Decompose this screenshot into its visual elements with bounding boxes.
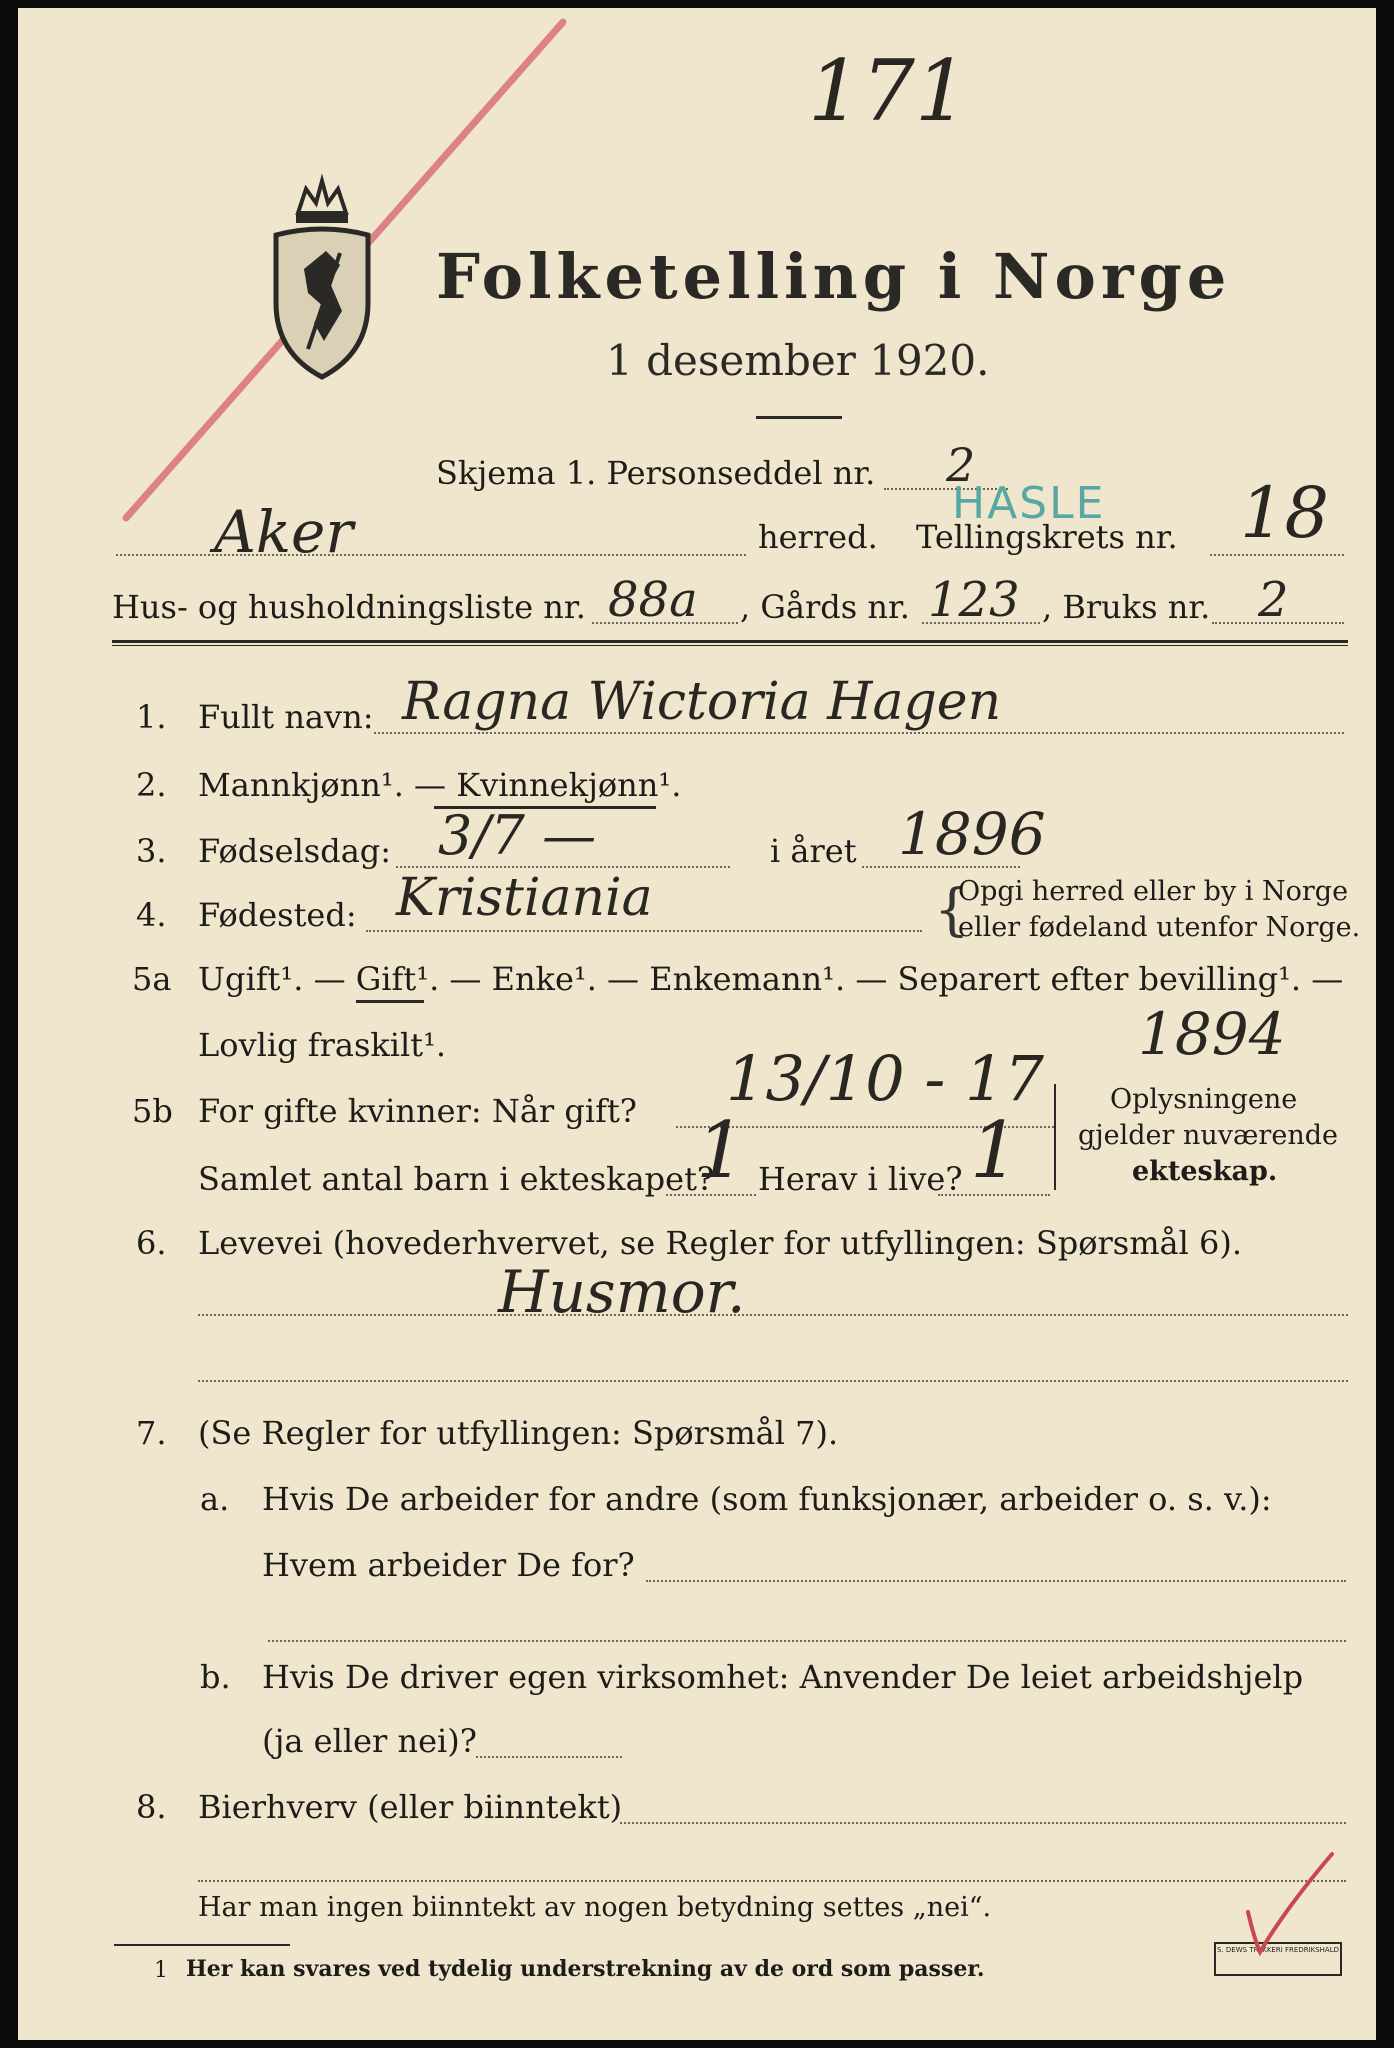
q5b-alive: 1 — [970, 1106, 1020, 1196]
q1-label: Fullt navn: — [198, 698, 374, 736]
q4-note-2: eller fødeland utenfor Norge. — [958, 912, 1361, 943]
gards-value: 123 — [928, 572, 1020, 628]
bruks-label: , Bruks nr. — [1042, 588, 1211, 626]
q7a-dots-1 — [646, 1580, 1346, 1582]
q8-dots-2 — [198, 1880, 1346, 1882]
q7b-line-2: (ja eller nei)? — [262, 1722, 477, 1760]
q5a-line-2: Lovlig fraskilt¹. — [198, 1026, 447, 1064]
herred-dots — [116, 554, 746, 556]
q4-value: Kristiania — [396, 868, 653, 928]
gards-label: , Gårds nr. — [740, 588, 910, 626]
q8-label: Bierhverv (eller biinntekt) — [198, 1788, 623, 1826]
q5b-note-3: ekteskap. — [1132, 1156, 1278, 1187]
q7b-dots — [476, 1756, 622, 1758]
q1-value: Ragna Wictoria Hagen — [402, 672, 1002, 732]
form-number: 171 — [808, 42, 969, 140]
q3-number: 3. — [136, 832, 167, 870]
census-form — [18, 8, 1376, 2040]
q4-label: Fødested: — [198, 896, 357, 934]
q7a-dots-2 — [268, 1640, 1346, 1642]
footnote-rule — [114, 1944, 290, 1946]
title-divider — [756, 416, 842, 419]
q5b-bracket — [1054, 1084, 1056, 1190]
q3-label: Fødselsdag: — [198, 832, 392, 870]
schema-label: Skjema 1. Personseddel nr. — [436, 454, 876, 492]
q5b-note-2: gjelder nuværende — [1078, 1120, 1338, 1151]
q6-dots-1 — [198, 1314, 1348, 1316]
krets-dots — [1210, 554, 1344, 556]
q7a-letter: a. — [200, 1480, 230, 1518]
q7-number: 7. — [136, 1414, 167, 1452]
q5b-label: For gifte kvinner: Når gift? — [198, 1092, 637, 1130]
q7a-line-2: Hvem arbeider De for? — [262, 1546, 635, 1584]
q5a-gift-underline — [356, 1000, 424, 1003]
q6-number: 6. — [136, 1224, 167, 1262]
printer-mark: S. DEWS TRYKKERI FREDRIKSHALD — [1214, 1942, 1342, 1976]
form-date: 1 desember 1920. — [606, 336, 990, 385]
q4-brace: { — [934, 878, 970, 943]
q5b-number: 5b — [132, 1092, 173, 1130]
q7-label: (Se Regler for utfyllingen: Spørsmål 7). — [198, 1414, 839, 1452]
q6-label: Levevei (hovederhvervet, se Regler for utfyllingen: Spørsmål 6). — [198, 1224, 1243, 1262]
herred-label: herred. — [758, 518, 878, 556]
form-title: Folketelling i Norge — [436, 240, 1232, 313]
q4-number: 4. — [136, 896, 167, 934]
red-check-mark — [1240, 1848, 1340, 1958]
stamp-hasle: HASLE — [952, 478, 1106, 529]
hus-value: 88a — [608, 572, 698, 628]
q5b-children: 1 — [696, 1106, 746, 1196]
header-rule — [112, 640, 1348, 643]
q7a-line-1: Hvis De arbeider for andre (som funksjonær, arbeider o. s. v.): — [262, 1480, 1272, 1518]
q5b-value: 13/10 - 17 — [726, 1042, 1044, 1115]
q5b-children-label: Samlet antal barn i ekteskapet? — [198, 1160, 715, 1198]
schema-value: 2 — [946, 438, 976, 492]
footnote-mark: 1 — [154, 1958, 168, 1983]
q6-value: Husmor. — [498, 1258, 746, 1326]
q7b-letter: b. — [200, 1658, 231, 1696]
bruks-value: 2 — [1258, 572, 1289, 628]
q2-number: 2. — [136, 766, 167, 804]
q5b-alive-label: Herav i live? — [758, 1160, 963, 1198]
footer-note: Har man ingen biinntekt av nogen betydning settes „nei“. — [198, 1892, 992, 1923]
hus-label: Hus- og husholdningsliste nr. — [112, 588, 586, 626]
krets-label: Tellingskrets nr. — [916, 518, 1178, 556]
q8-number: 8. — [136, 1788, 167, 1826]
q5b-note-1: Oplysningene — [1110, 1084, 1298, 1115]
q4-note-1: Opgi herred eller by i Norge — [958, 876, 1349, 907]
herred-value: Aker — [214, 498, 354, 566]
q7b-line-1: Hvis De driver egen virksomhet: Anvender De leiet arbeidshjelp — [262, 1658, 1304, 1696]
q8-dots-1 — [620, 1822, 1346, 1824]
q1-dots — [374, 732, 1344, 734]
q5a-line-1: Ugift¹. — Gift¹. — Enke¹. — Enkemann¹. — Separert efter bevilling¹. — — [198, 960, 1344, 998]
q5a-number: 5a — [132, 960, 172, 998]
krets-value: 18 — [1240, 472, 1330, 554]
footnote: Her kan svares ved tydelig understrekning av de ord som passer. — [186, 1956, 985, 1982]
coat-of-arms-icon — [268, 173, 376, 381]
q5b-extra: 1894 — [1138, 1000, 1286, 1068]
q3-year: 1896 — [898, 800, 1046, 868]
q1-number: 1. — [136, 698, 167, 736]
q3-value: 3/7 — — [438, 804, 597, 867]
q3-year-label: i året — [770, 832, 857, 870]
q6-dots-2 — [198, 1380, 1348, 1382]
q4-dots — [366, 930, 922, 932]
header-rule-thin — [112, 645, 1348, 646]
q2-label: Mannkjønn¹. — Kvinnekjønn¹. — [198, 766, 682, 804]
